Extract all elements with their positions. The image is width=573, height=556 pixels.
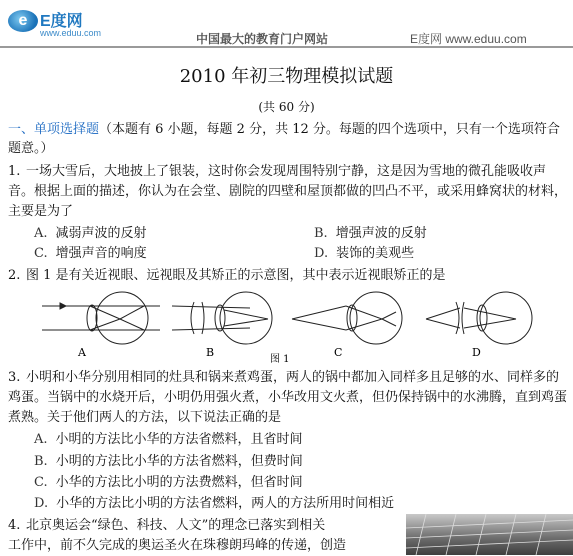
- section-desc: （本题有 6 小题，每题 2 分，共 12 分。每题的四个选项中，只有一个选项符合题意。）: [8, 122, 560, 156]
- figure-label-d: D: [472, 346, 481, 359]
- question-text-line1: 北京奥运会“绿色、科技、人文”的理念已落实到相关: [26, 518, 326, 533]
- question-text: 图 1 是有关近视眼、远视眼及其矫正的示意图，其中表示近视眼矫正的是: [26, 268, 446, 283]
- figure-label-c: C: [334, 346, 343, 359]
- logo-icon: e: [8, 10, 38, 32]
- eye-diagram-d: [426, 292, 532, 344]
- option-c[interactable]: C. 小华的方法比小明的方法费燃料，但省时间: [34, 475, 303, 490]
- section-title: 一、单项选择题: [8, 122, 100, 137]
- question-number: 2.: [8, 268, 21, 283]
- option-c[interactable]: C. 增强声音的响度: [34, 246, 147, 261]
- question-text-line2: 工作中，前不久完成的奥运圣火在珠穆朗玛峰的传递，创造: [8, 538, 347, 553]
- question-number: 1.: [8, 164, 21, 179]
- header-divider: [0, 46, 573, 48]
- eye-diagram-figure: [30, 288, 560, 364]
- option-b[interactable]: B. 增强声波的反射: [314, 226, 427, 241]
- figure-label-b: B: [206, 346, 215, 359]
- exam-score: (共 60 分): [258, 100, 315, 114]
- option-a[interactable]: A. 小明的方法比小华的方法省燃料，且省时间: [34, 432, 303, 447]
- header-slogan: 中国最大的教育门户网站: [196, 32, 329, 46]
- question-text: 一场大雪后，大地披上了银装，这时你会发现周围特别宁静，这是因为雪地的微孔能吸收声音。根据上面的描述，你认为在会堂、剧院的四壁和屋顶都做的凹凸不平，或采用蜂窝状的材料，主要是为了: [8, 164, 568, 219]
- header-site[interactable]: E度网 www.eduu.com: [410, 32, 527, 46]
- option-d[interactable]: D. 小华的方法比小明的方法省燃料，两人的方法所用时间相近: [34, 496, 395, 511]
- option-a[interactable]: A. 减弱声波的反射: [34, 226, 147, 241]
- eye-diagram-b: [172, 292, 272, 344]
- logo-url: www.eduu.com: [40, 28, 102, 38]
- question-3: [8, 368, 570, 428]
- question-number: 3.: [8, 370, 21, 385]
- solar-panel-icon: [406, 514, 573, 555]
- question-4: [8, 516, 398, 556]
- figure-label-a: A: [78, 346, 86, 359]
- figure-caption: 图 1: [270, 354, 290, 364]
- exam-title: 2010 年初三物理模拟试题: [179, 66, 394, 87]
- eye-diagram-c: [292, 292, 402, 344]
- question-text: 小明和小华分别用相同的灶具和锅来煮鸡蛋，两人的锅中都加入同样多且足够的水、同样多的鸡蛋。当锅中的水烧开后，小明仍用强火煮，小华改用文火煮，但仍保持锅中的水沸腾，直到鸡蛋煮熟。关于他们两人的方法，以下说法正确的是: [8, 370, 568, 425]
- option-b[interactable]: B. 小明的方法比小华的方法省燃料，但费时间: [34, 454, 303, 469]
- section-heading: [8, 120, 568, 158]
- solar-panel-photo: [406, 514, 573, 555]
- option-d[interactable]: D. 装饰的美观些: [314, 246, 415, 261]
- page-header: [0, 0, 573, 46]
- logo-name: E度网: [40, 13, 83, 30]
- question-number: 4.: [8, 518, 21, 533]
- question-1: [8, 162, 570, 222]
- eye-diagram-a: [42, 292, 160, 344]
- question-2: [8, 266, 570, 286]
